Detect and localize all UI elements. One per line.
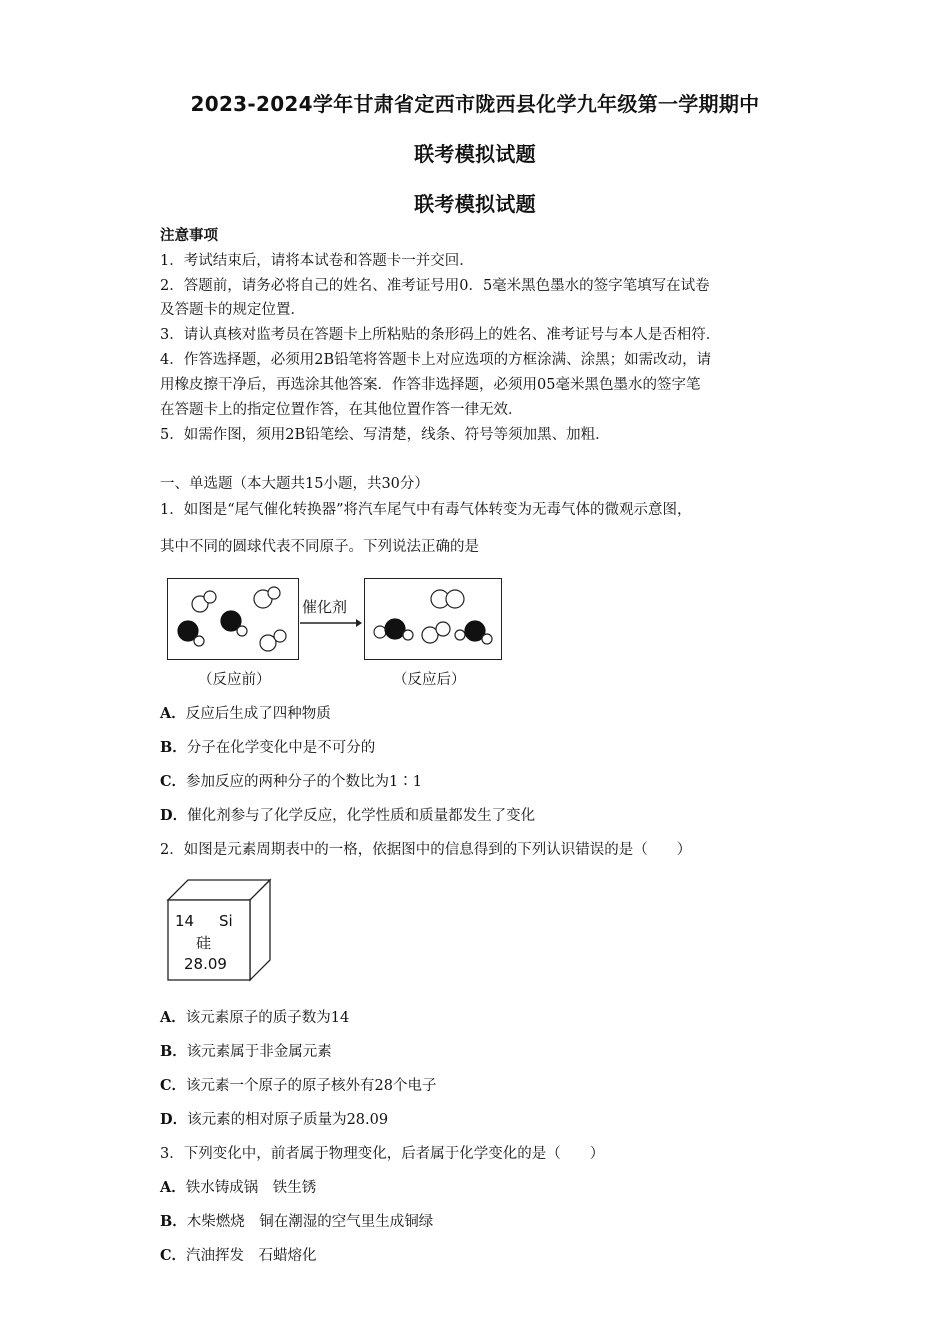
option-label: A． [160,705,186,722]
option-label: B． [160,1213,187,1230]
q1-option-a [160,704,800,724]
atom-white [403,630,413,640]
notice-line: 2．答题前，请务必将自己的姓名、准考证号用0．5毫米黑色墨水的签字笔填写在试卷 [160,278,710,294]
q1-stem-continued: 其中不同的圆球代表不同原子。下列说法正确的是 [160,539,479,555]
notice-heading: 注意事项 [160,227,218,244]
option-label: C． [160,773,187,790]
option-label: C． [160,1077,187,1094]
element-name: 硅 [196,934,212,952]
option-text: 该元素属于非金属元素 [186,1044,332,1060]
option-label: D． [160,1111,188,1128]
notice-line: 1．考试结束后，请将本试卷和答题卡一并交回． [160,253,474,269]
notice-line: 用橡皮擦干净后，再选涂其他答案．作答非选择题，必须用05毫米黑色墨水的签字笔 [160,377,701,393]
atom-white [274,630,286,642]
option-label: A． [160,1009,186,1026]
exam-subtitle-repeat: 联考模拟试题 [414,192,536,216]
atom-white [446,590,464,608]
q1-option-c [160,772,800,792]
reaction-before-box [167,578,299,660]
option-text: 参加反应的两种分子的个数比为1∶1 [186,774,422,790]
q3-option-a [160,1178,800,1198]
caption-after: （反应后） [393,672,466,688]
option-text: 该元素一个原子的原子核外有28个电子 [186,1078,437,1094]
exam-subtitle: 联考模拟试题 [414,142,536,166]
element-symbol: Si [219,912,233,930]
option-text: 催化剂参与了化学反应，化学性质和质量都发生了变化 [187,808,536,824]
q3-option-b [160,1212,800,1232]
q1-option-d [160,806,800,826]
option-text: 该元素的相对原子质量为28.09 [187,1112,389,1128]
section-heading: 一、单选题（本大题共15小题，共30分） [160,476,429,492]
atom-white [204,591,216,603]
atom-white [482,634,492,644]
reaction-after-box [364,578,502,660]
q3-option-c [160,1246,800,1266]
q2-stem: 2．如图是元素周期表中的一格，依据图中的信息得到的下列认识错误的是（ ） [160,842,692,858]
option-label: C． [160,1247,187,1264]
q2-option-a [160,1008,800,1028]
atom-white [374,626,386,638]
notice-line: 5．如需作图，须用2B铅笔绘、写清楚，线条、符号等须加黑、加粗． [160,427,610,443]
q2-option-b [160,1042,800,1062]
catalyst-label: 催化剂 [302,598,348,616]
option-text: 汽油挥发 石蜡熔化 [186,1248,317,1264]
caption-before: （反应前） [198,672,271,688]
exam-title: 2023-2024学年甘肃省定西市陇西县化学九年级第一学期期中 [190,92,760,116]
option-label: A． [160,1179,186,1196]
molecules-after-diagram [365,579,501,659]
atom-white [268,587,280,599]
option-text: 木柴燃烧 铜在潮湿的空气里生成铜绿 [186,1214,434,1230]
atom-white [194,636,204,646]
atom-white [436,622,450,636]
notice-line: 3．请认真核对监考员在答题卡上所粘贴的条形码上的姓名、准考证号与本人是否相符． [160,327,721,343]
notice-line: 4．作答选择题，必须用2B铅笔将答题卡上对应选项的方框涂满、涂黑；如需改动，请 [160,352,712,368]
option-label: B． [160,739,187,756]
reaction-arrow [298,618,364,628]
option-label: D． [160,807,188,824]
option-text: 反应后生成了四种物质 [185,706,331,722]
option-label: B． [160,1043,187,1060]
q2-option-c [160,1076,800,1096]
atom-black [385,619,405,639]
notice-line: 在答题卡上的指定位置作答，在其他位置作答一律无效． [160,402,523,418]
q1-stem: 1．如图是“尾气催化转换器”将汽车尾气中有毒气体转变为无毒气体的微观示意图， [160,502,692,518]
notice-line: 及答题卡的规定位置． [160,302,305,318]
q1-option-b [160,738,800,758]
option-text: 该元素原子的质子数为14 [185,1010,350,1026]
molecules-before-diagram [168,579,298,659]
element-atomic-number: 14 [175,912,195,930]
atom-white [237,626,247,636]
option-text: 分子在化学变化中是不可分的 [186,740,376,756]
q2-option-d [160,1110,800,1130]
q3-stem: 3．下列变化中，前者属于物理变化，后者属于化学变化的是（ ） [160,1146,605,1162]
element-atomic-mass: 28.09 [184,955,227,973]
atom-white [455,630,465,640]
option-text: 铁水铸成锅 铁生锈 [185,1180,317,1196]
